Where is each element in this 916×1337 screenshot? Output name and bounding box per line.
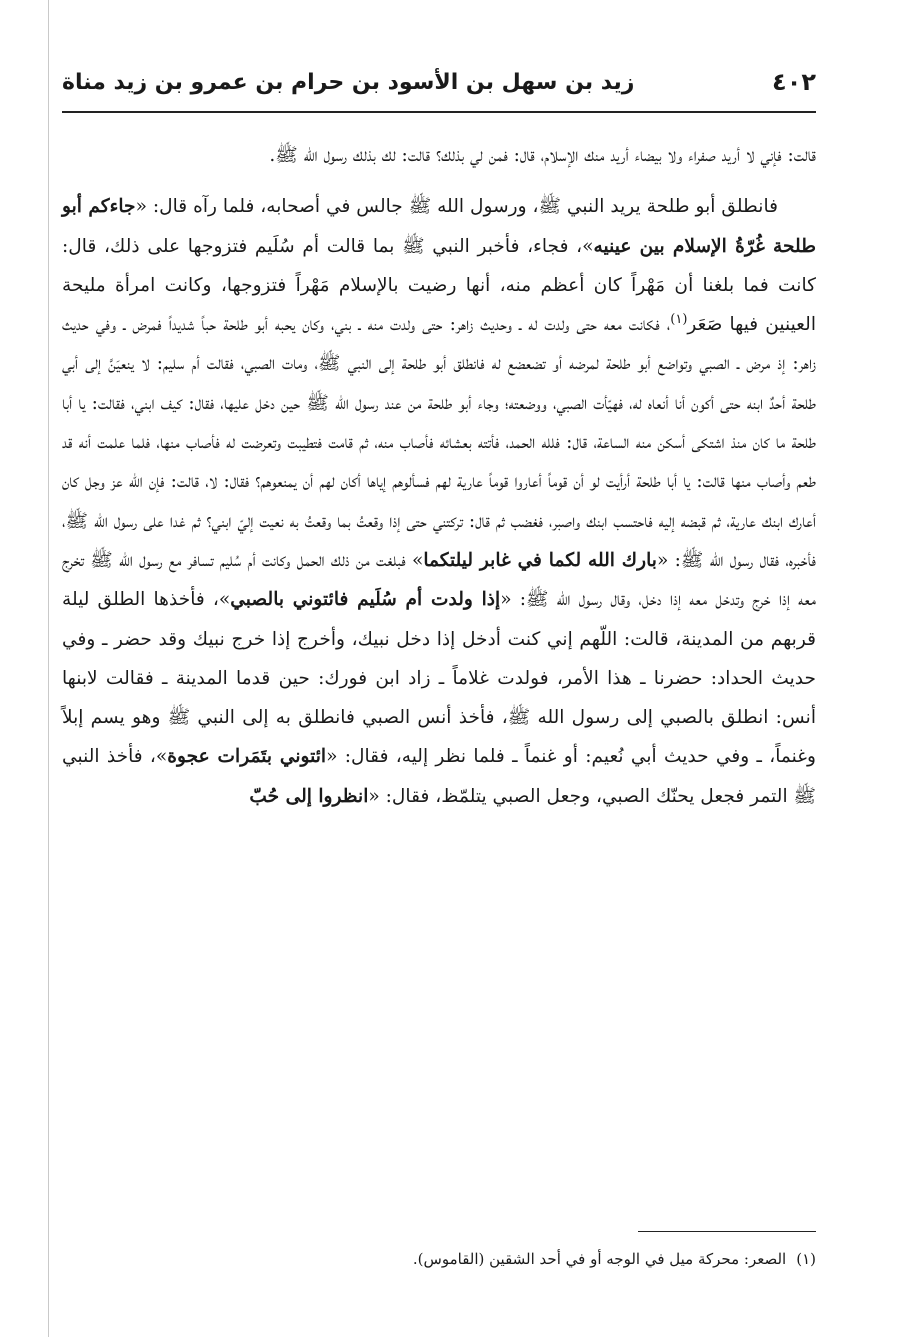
footnote-number: (١) <box>796 1250 816 1268</box>
paragraph-2-part-2: »، فجاء، فأخبر النبي ﷺ بما قالت أم سُلَيم فتزوجها على ذلك، قال: كانت فما بلغنا أن مَهْراً كان أعظم منه، أنها رضيت بالإسلام مَهْراً فتزوجها، وكانت امرأة مليحة العينين فيها صَعَر <box>62 235 816 336</box>
paragraph-2-part-3: ، فكانت معه حتى ولدت له ـ وحديث زاهر: حتى ولدت منه ـ بني، وكان يحبه أبو طلحة حباً شديداً فمرض ـ وفي حديث زاهر: إذ مرض ـ الصبي وتواضع أبو طلحة لمرضه أو تضعضع له فانطلق أبو طلحة إلى النبي ﷺ، ومات الصبي، فقالت أم سليم: لا ينعيَنَّ إلى أبي طلحة أحدٌ ابنه حتى أكون أنا أنعاه له، فهيّأت الصبي، ووضعته؛ وجاء أبو طلحة من عند رسول الله ﷺ حين دخل عليها، فقال: كيف ابني، فقالت: يا أبا طلحة ما كان منذ اشتكى أسكن منه الساعة، قال: فلله الحمد، فأتته بعشائه فأصاب منه، ثم قامت فتطيبت وتعرضت له فأصاب منها، فلما علمت أنه قد طعم وأصاب منها قالت: يا أبا طلحة أرأيت لو أن قوماً أعاروا قوماً عارية لهم فسألوهم إياها أكان لهم أن يمنعوهم؟ فقال: لا، قالت: فإن الله عز وجل كان أعارك ابنك عارية، ثم قبضه إليه فاحتسب ابنك واصبر، فغضب ثم قال: تركتني حتى إذا وقعتُ بما وقعتُ به نعيت إليّ ابني؟ ثم غدا على رسول الله ﷺ، فأخبره، فقال رسول الله ﷺ: « <box>62 314 816 571</box>
paragraph-1: قالت: فإني لا أريد صفراء ولا بيضاء أريد منك الإسلام، قال: فمن لي بذلك؟ قالت: لك بذلك رسول الله ﷺ. <box>269 145 816 166</box>
paragraph-2 <box>62 187 816 816</box>
main-text <box>62 136 816 816</box>
header-rule <box>62 111 816 113</box>
hadith-quote-5: انظروا إلى حُبّ <box>249 785 369 807</box>
paragraph-2-part-6: »، فأخذ النبي ﷺ التمر فجعل يحنّك الصبي، وجعل الصبي يتلمّظ، فقال: « <box>62 746 816 807</box>
paragraph-2-part-4: » فبلغت من ذلك الحمل وكانت أم سُليم تسافر مع رسول الله ﷺ تخرج معه إذا خرج وتدخل معه إذا دخل، وقال رسول الله ﷺ: « <box>62 549 816 611</box>
footnote-separator <box>638 1231 816 1232</box>
hadith-quote-4: ائتوني بتَمَرات عجوة <box>167 746 327 768</box>
running-title: زيد بن سهل بن الأسود بن حرام بن عمرو بن زيد مناة <box>62 69 635 95</box>
footnote-text: الصعر: محركة ميل في الوجه أو في أحد الشقين (القاموس). <box>412 1250 787 1268</box>
hadith-quote-1: جاءكم أبو طلحة غُرّةُ الإسلام بين عينيه <box>62 196 816 257</box>
running-header <box>62 62 816 102</box>
hadith-quote-3: إذا ولدت أم سُلَيم فائتوني بالصبي <box>230 589 501 611</box>
page-number: ٤٠٢ <box>772 68 816 96</box>
hadith-quote-2: بارك الله لكما في غابر ليلتكما <box>423 549 657 571</box>
paragraph-2-part-5: »، فأخذها الطلق ليلة قربهم من المدينة، قالت: اللّهم إني كنت أدخل إذا دخل نبيك، وأخرج إذا خرج نبيك وقد حضر ـ وفي حديث الحداد: حضرنا ـ هذا الأمر، فولدت غلاماً ـ زاد ابن فورك: حين قدما المدينة ـ فقالت لابنها أنس: انطلق بالصبي إلى رسول الله ﷺ، فأخذ أنس الصبي فانطلق به إلى النبي ﷺ وهو يسم إبلاً وغنماً، ـ وفي حديث أبي نُعيم: أو غنماً ـ فلما نظر إليه، فقال: « <box>62 589 816 768</box>
paragraph-2-part-1: فانطلق أبو طلحة يريد النبي ﷺ، ورسول الله ﷺ جالس في أصحابه، فلما رآه قال: « <box>135 196 778 218</box>
scan-edge-line <box>48 0 49 1337</box>
footnote <box>62 1247 816 1271</box>
footnote-reference: (١) <box>670 312 688 327</box>
